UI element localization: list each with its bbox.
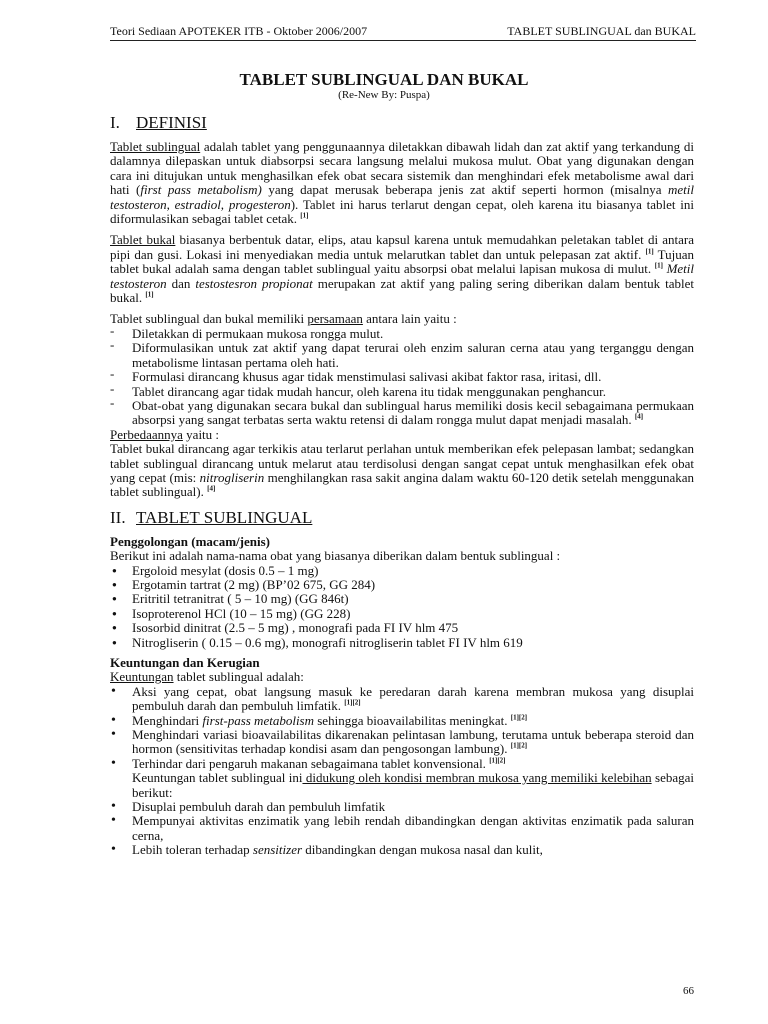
keuntungan-continuation: Keuntungan tablet sublingual ini didukung oleh kondisi membran mukosa yang memiliki kelebihan sebagai berikut: [132,770,694,800]
reference-marker: [1] [300,211,309,220]
list-item: - Diletakkan di permukaan mukosa rongga mulut. [110,327,694,341]
persamaan-list [110,327,694,428]
term-bukal: Tablet bukal [110,232,176,248]
reference-marker: [1][2] [489,756,506,765]
penggolongan-heading: Penggolongan (macam/jenis) [110,533,270,549]
section-heading-tablet-sublingual [110,507,694,529]
keuntungan-heading: Keuntungan dan Kerugian [110,655,260,670]
list-item: • Disuplai pembuluh darah dan pembuluh limfatik [110,800,694,814]
list-item: - Obat-obat yang digunakan secara bukal dan sublingual harus memiliki dosis kecil sebagaimana permukaan absorpsi yang sangat terbatas serta waktu retensi di dalam rongga mulut dapat menjadi masalah. [4] [110,399,694,428]
list-item: - Tablet dirancang agar tidak mudah hancur, oleh karena itu tidak menggunakan penghancur. [110,385,694,399]
penggolongan-intro: Berikut ini adalah nama-nama obat yang biasanya diberikan dalam bentuk sublingual : [110,548,561,564]
header-rule [110,40,696,41]
definition-sublingual-paragraph: Tablet sublingual adalah tablet yang penggunaannya diletakkan dibawah lidah dan zat aktif yang terkandung di dalamnya dilepaskan untuk diabsorpsi secara langsung melalui mukosa mulut. Obat yang digunakan dengan cara ini ditujukan untuk menghasilkan efek obat secara sistemik dan menghindari efek metabolisme awal dari hati (first pass metabolism) yang dapat merusak beberapa jenis zat aktif seperti hormon (misalnya metil testosteron, estradiol, progesteron). Tablet ini harus terlarut dengan cepat, oleh karena itu biasanya tablet ini diformulasikan sebagai tablet cetak. [1] [110,139,695,227]
term-sublingual: Tablet sublingual [110,139,201,154]
section-number: II. [110,507,126,527]
perbedaan-paragraph: Tablet bukal dirancang agar terkikis atau terlarut perlahan untuk memberikan efek pelepasan lambat; sedangkan tablet sublingual dirancang untuk melarut atau terdisolusi dengan sangat cepat untuk menghasilkan efek obat yang cepat (mis: nitrogliserin menghilangkan rasa sakit angina dalam waktu 60-120 detik setelah menggunakan tablet sublingual). [4] [110,441,694,500]
page-number: 66 [683,985,694,997]
list-item: • Aksi yang cepat, obat langsung masuk ke peredaran darah karena membran mukosa yang disuplai pembuluh darah dan pembuluh limfatik. [1][2] [110,685,694,714]
perbedaan-label: Perbedaannya yaitu : [110,426,220,442]
definition-bukal-paragraph: Tablet bukal biasanya berbentuk datar, elips, atau kapsul karena untuk memudahkan peletakan tablet di antara pipi dan gusi. Lokasi ini menyediakan media untuk melarutkan tablet dan untuk pelepasan zat aktif. [1] Tujuan tablet bukal adalah sama dengan tablet sublingual yaitu absorpsi obat melalui lapisan mukosa di mulut. [1] Metil testosteron dan testostesron propionat merupakan zat aktif yang paling sering diberikan dalam bentuk tablet bukal. [1] [110,232,695,306]
reference-marker: [1] [645,247,654,256]
document-subtitle: (Re-New By: Puspa) [338,89,430,101]
drug-list [110,564,694,650]
list-item: • Terhindar dari pengaruh makanan sebagaimana tablet konvensional. [1][2] [110,757,694,771]
section-title: TABLET SUBLINGUAL [136,507,313,527]
reference-marker: [1] [654,261,663,270]
reference-marker: [4] [634,412,644,421]
header-left: Teori Sediaan APOTEKER ITB - Oktober 2006/2007 [110,24,368,38]
section-number: I. [110,113,120,132]
reference-marker: [1][2] [510,742,528,751]
section-title: DEFINISI [136,113,207,132]
persamaan-intro: Tablet sublingual dan bukal memiliki persamaan antara lain yaitu : [110,311,457,327]
reference-marker: [1] [145,290,154,299]
list-item: ● Eritritil tetranitrat ( 5 – 10 mg) (GG 846t) [110,592,694,606]
list-item: ● Nitrogliserin ( 0.15 – 0.6 mg), monografi nitrogliserin tablet FI IV hlm 619 [110,636,694,650]
list-item: • Mempunyai aktivitas enzimatik yang lebih rendah dibandingkan dengan aktivitas enzimatik pada saluran cerna, [110,814,694,843]
list-item: - Diformulasikan untuk zat aktif yang dapat terurai oleh enzim saluran cerna atau yang terganggu dengan metabolisme lintasan pertama oleh hati. [110,341,694,370]
list-item: ● Ergoloid mesylat (dosis 0.5 – 1 mg) [110,564,694,578]
reference-marker: [1][2] [344,698,361,707]
list-item: • Menghindari variasi bioavailabilitas dikarenakan pelintasan lambung, terutama untuk beberapa steroid dan hormon (sensitivitas terhadap kondisi asam dan pengosongan lambung). [1][2] [110,728,694,757]
list-item: • Menghindari first-pass metabolism sehingga bioavailabilitas meningkat. [1][2] [110,714,694,728]
list-item: - Formulasi dirancang khusus agar tidak menstimulasi salivasi akibat faktor rasa, iritasi, dll. [110,370,694,384]
document-title: TABLET SUBLINGUAL DAN BUKAL [239,70,529,89]
header-right: TABLET SUBLINGUAL dan BUKAL [507,24,696,38]
kelebihan-list [110,800,694,858]
reference-marker: [1][2] [510,713,528,722]
list-item: ● Isosorbid dinitrat (2.5 – 5 mg) , monografi pada FI IV hlm 475 [110,621,694,635]
list-item: ● Ergotamin tartrat (2 mg) (BP’02 675, GG 284) [110,578,694,592]
section-heading-definisi [110,112,694,134]
keuntungan-intro: Keuntungan tablet sublingual adalah: [110,669,304,685]
list-item: • Lebih toleran terhadap sensitizer dibandingkan dengan mukosa nasal dan kulit, [110,843,694,857]
content-body [110,112,694,858]
running-header [110,24,696,38]
keuntungan-list [110,685,694,771]
list-item: ● Isoproterenol HCl (10 – 15 mg) (GG 228) [110,607,694,621]
reference-marker: [4] [207,485,216,494]
